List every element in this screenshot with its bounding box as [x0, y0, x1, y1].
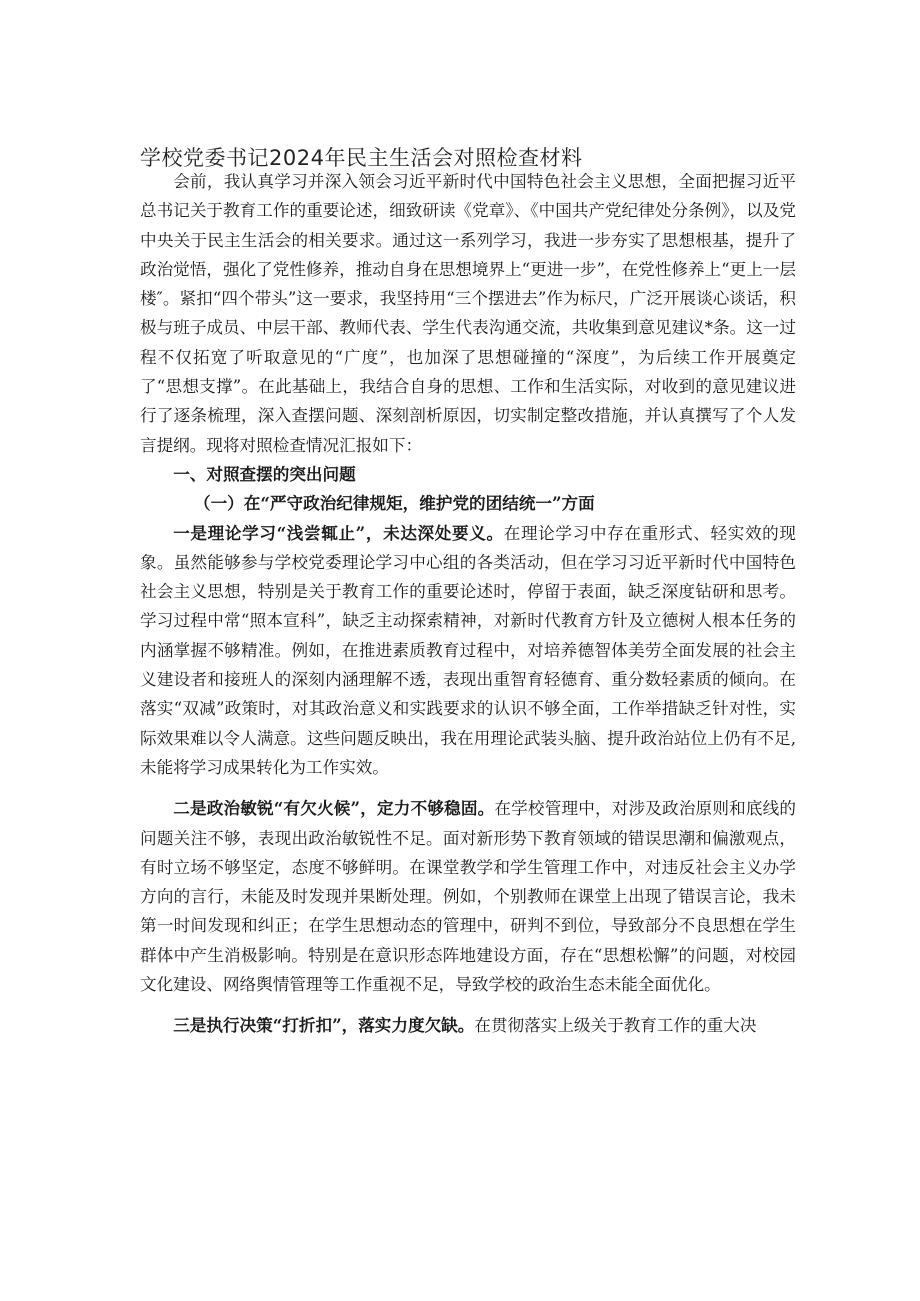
- section-heading: 一、对照查摆的突出问题: [173, 463, 356, 484]
- point-body-2: 在学校管理中，对涉及政治原则和底线的问题关注不够，表现出政治敏锐性不足。面对新形势下教育领域的错误思潮和偏激观点，有时立场不够坚定，态度不够鲜明。在课堂教学和学生管理工作中，对违反社会主义办学方向的言行，未能及时发现并果断处理。例如，个别教师在课堂上出现了错误言论，我未第一时间发现和纠正；在学生思想动态的管理中，研判不到位，导致部分不良思想在学生群体中产生消极影响。特别是在意识形态阵地建设方面，存在“思想松懈”的问题，对校园文化建设、网络舆情管理等工作重视不足，导致学校的政治生态未能全面优化。: [140, 799, 797, 995]
- point-lead-3: 三是执行决策“打折扣”，落实力度欠缺。: [173, 1015, 475, 1036]
- point-paragraph-3: [140, 1011, 796, 1040]
- point-body-1: 在理论学习中存在重形式、轻实效的现象。虽然能够参与学校党委理论学习中心组的各类活动，但在学习习近平新时代中国特色社会主义思想，特别是关于教育工作的重要论述时，停留于表面，缺乏深度钻研和思考。学习过程中常“照本宣科”，缺乏主动探索精神，对新时代教育方针及立德树人根本任务的内涵掌握不够精准。例如，在推进素质教育过程中，对培养德智体美劳全面发展的社会主义建设者和接班人的深刻内涵理解不透，表现出重智育轻德育、重分数轻素质的倾向。在落实“双减”政策时，对其政治意义和实践要求的认识不够全面，工作举措缺乏针对性，实际效果难以令人满意。这些问题反映出，我在用理论武装头脑、提升政治站位上仍有不足,未能将学习成果转化为工作实效。: [140, 523, 797, 777]
- point-lead-2: 二是政治敏锐“有欠火候”，定力不够稳固。: [173, 798, 495, 819]
- point-lead-1: 一是理论学习“浅尝辄止”，未达深处要义。: [173, 522, 504, 543]
- point-body-3: 在贯彻落实上级关于教育工作的重大决: [474, 1016, 757, 1036]
- intro-paragraph: 会前，我认真学习并深入领会习近平新时代中国特色社会主义思想，全面把握习近平总书记关于教育工作的重要论述，细致研读《党章》、《中国共产党纪律处分条例》，以及党中央关于民主生活会的相关要求。通过这一系列学习，我进一步夯实了思想根基，提升了政治觉悟，强化了党性修养，推动自身在思想境界上“更进一步”，在党性修养上“更上一层楼″。紧扣“四个带头”这一要求，我坚持用“三个摆进去”作为标尺，广泛开展谈心谈话，积极与班子成员、中层干部、教师代表、学生代表沟通交流，共收集到意见建议*条。这一过程不仅拓宽了听取意见的“广度”，也加深了思想碰撞的“深度”，为后续工作开展奠定了“思想支撑”。在此基础上，我结合自身的思想、工作和生活实际，对收到的意见建议进行了逐条梳理，深入查摆问题、深刻剖析原因，切实制定整改措施，并认真撰写了个人发言提纲。现将对照检查情况汇报如下：: [140, 172, 797, 455]
- point-paragraph-1: [140, 519, 796, 783]
- document-body: [140, 167, 796, 1041]
- page-title: 学校党委书记2024年民主生活会对照检查材料: [140, 146, 583, 170]
- point-paragraph-2: [140, 794, 796, 999]
- subsection-heading: （一）在“严守政治纪律规矩，维护党的团结统一”方面: [194, 493, 595, 514]
